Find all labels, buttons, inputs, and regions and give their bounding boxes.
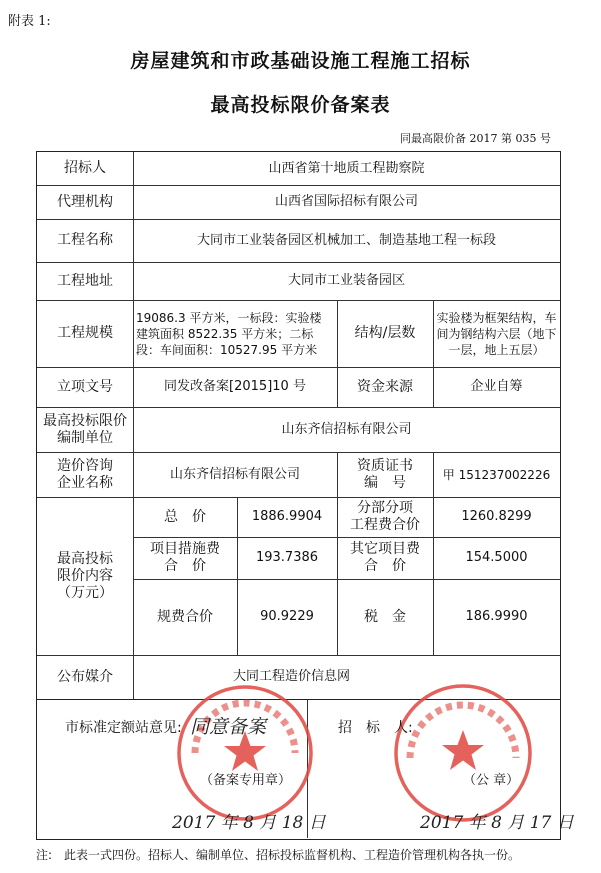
filing-table	[36, 151, 561, 700]
subitem-cost-value: 1260.8299	[461, 509, 532, 524]
subitem-cost-label	[337, 497, 433, 537]
tenderer-date: 2017 年 8 月 17 日	[420, 813, 574, 833]
structure-value	[433, 300, 560, 367]
limit-content-label	[37, 497, 133, 655]
tax-label: 税 金	[364, 608, 406, 625]
consultant-label	[37, 452, 133, 497]
tax-value: 186.9990	[465, 609, 528, 624]
document-number: 同最高限价备 2017 第 035 号	[400, 132, 551, 145]
measures-label-line-2: 合 价	[164, 558, 206, 574]
scale-label: 工程规模	[57, 325, 113, 341]
compiler-label-line-1: 最高投标限价	[43, 412, 127, 429]
other-cost-label	[337, 537, 433, 579]
total-price-label: 总 价	[164, 508, 206, 525]
scale-value	[133, 300, 337, 367]
fees-label: 规费合价	[157, 608, 213, 625]
station-seal-note: （备案专用章）	[200, 773, 292, 788]
structure-line-3: 一层，地上五层）	[448, 342, 545, 357]
tenderer-value: 山西省第十地质工程勘察院	[268, 160, 425, 176]
tenderer-sign-label: 招 标 人:	[338, 720, 413, 736]
limit-label-line-3: （万元）	[57, 584, 113, 601]
tenderer-label: 招标人	[64, 160, 106, 176]
measures-label-line-1: 项目措施费	[150, 541, 220, 557]
scale-line-2: 建筑面积 8522.35 平方米；二标	[136, 326, 314, 341]
structure-label: 结构/层数	[354, 325, 416, 341]
compiler-label-line-2: 编制单位	[57, 429, 113, 446]
subitem-label-line-1: 分部分项	[357, 500, 413, 516]
station-opinion-label: 市标准定额站意见:	[65, 720, 182, 736]
limit-label-line-2: 限价内容	[57, 567, 113, 584]
structure-line-1: 实验楼为框架结构，车	[436, 310, 557, 325]
project-name-value: 大同市工业装备园区机械加工、制造基地工程一标段	[196, 232, 496, 248]
certificate-label-line-2: 编 号	[364, 474, 406, 491]
media-value: 大同工程造价信息网	[233, 669, 351, 684]
consultant-value: 山东齐信招标有限公司	[169, 466, 300, 482]
approval-value: 同发改备案[2015]10 号	[164, 379, 306, 394]
limit-label-line-1: 最高投标	[57, 550, 113, 567]
fund-source-value: 企业自筹	[470, 379, 523, 394]
other-label-line-1: 其它项目费	[350, 541, 420, 557]
measures-cost-label	[133, 537, 237, 579]
tenderer-seal-icon	[388, 678, 538, 828]
other-cost-value: 154.5000	[465, 550, 528, 565]
certificate-label	[337, 452, 433, 497]
scale-line-1: 19086.3 平方米，一标段：实验楼	[136, 310, 322, 325]
fees-value: 90.9229	[260, 609, 314, 624]
compiler-value: 山东齐信招标有限公司	[281, 421, 412, 437]
certificate-label-line-1: 资质证书	[357, 457, 413, 474]
station-date: 2017 年 8 月 18 日	[172, 813, 326, 833]
tenderer-seal-note: （公 章）	[463, 773, 520, 788]
measures-cost-value: 193.7386	[255, 550, 319, 565]
agency-label: 代理机构	[57, 193, 113, 210]
consultant-label-line-2: 企业名称	[57, 474, 113, 491]
filing-seal-icon	[170, 678, 320, 828]
total-price-value: 1886.9904	[251, 509, 323, 524]
fund-source-label: 资金来源	[357, 378, 413, 395]
consultant-label-line-1: 造价咨询	[57, 457, 113, 474]
structure-line-2: 间为钢结构六层（地下	[436, 326, 557, 341]
project-address-label: 工程地址	[57, 272, 113, 289]
media-label: 公布媒介	[57, 668, 113, 685]
station-handwriting: 同意备案	[190, 716, 267, 738]
project-address-value: 大同市工业装备园区	[287, 273, 405, 288]
agency-value: 山西省国际招标有限公司	[274, 194, 418, 209]
approval-label: 立项文号	[57, 378, 113, 395]
compiler-label	[37, 407, 133, 452]
footnote: 注: 此表一式四份。招标人、编制单位、招标投标监督机构、工程造价管理机构各执一份。	[36, 848, 521, 862]
project-name-label: 工程名称	[57, 232, 113, 248]
certificate-value: 甲 151237002226	[442, 467, 551, 482]
other-label-line-2: 合 价	[364, 558, 406, 574]
subitem-label-line-2: 工程费合价	[350, 517, 420, 533]
scale-line-3: 段：车间面积：10527.95 平方米	[136, 342, 318, 357]
attachment-label: 附表 1:	[8, 14, 51, 29]
form-title-line2: 最高投标限价备案表	[210, 94, 391, 116]
form-title-line1: 房屋建筑和市政基础设施工程施工招标	[130, 50, 471, 72]
